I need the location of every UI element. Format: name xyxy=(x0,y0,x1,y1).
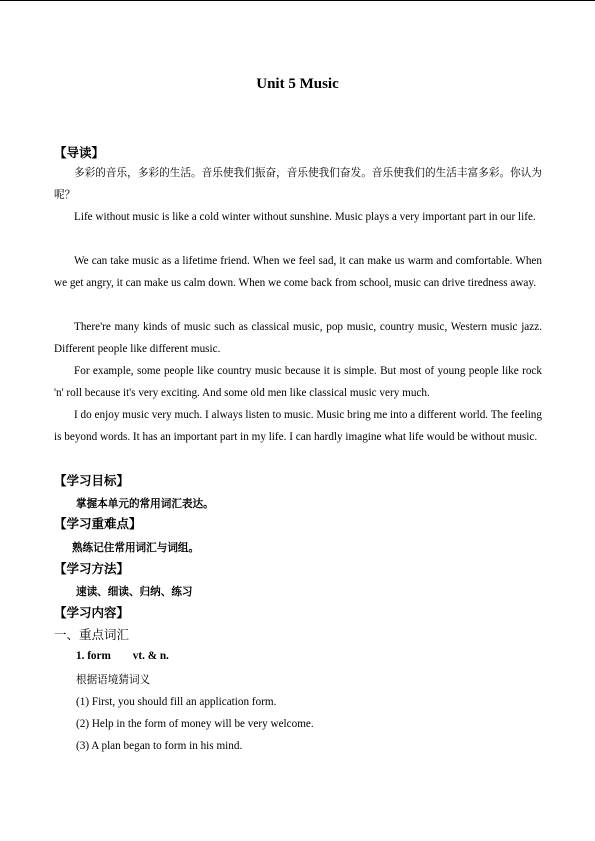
vocab-entry-form xyxy=(76,650,169,662)
goals-heading: 【学习目标】 xyxy=(54,473,130,488)
goals-text: 掌握本单元的常用词汇表达。 xyxy=(76,498,214,510)
methods-heading: 【学习方法】 xyxy=(54,561,130,576)
guide-paragraph-1: Life without music is like a cold winter without sunshine. Music plays a very important part in our life. xyxy=(74,211,536,223)
guide-heading: 【导读】 xyxy=(54,145,105,160)
vocab-pos: vt. & n. xyxy=(132,650,169,662)
vocab-instruction: 根据语境猜词义 xyxy=(76,674,151,686)
guide-paragraph-5: I do enjoy music very much. I always listen to music. Music bring me into a different world. The feeling is beyond words. It has an important part in my life. I can hardly imagine what life would be without music. xyxy=(54,409,542,443)
section-key-vocabulary: 一、重点词汇 xyxy=(54,627,130,642)
guide-paragraph-3: There're many kinds of music such as classical music, pop music, country music, Western music jazz. Different people like different music. xyxy=(54,321,542,355)
guide-paragraph-cn: 多彩的音乐，多彩的生活。音乐使我们振奋，音乐使我们奋发。音乐使我们的生活丰富多彩。你认为呢？ xyxy=(54,167,542,201)
guide-paragraph-2: We can take music as a lifetime friend. When we feel sad, it can make us warm and comfortable. When we get angry, it can make us calm down. When we come back from school, music can drive tiredness away. xyxy=(54,255,542,289)
page-title: Unit 5 Music xyxy=(256,76,339,92)
content-heading: 【学习内容】 xyxy=(54,605,130,620)
methods-text: 速读、细读、归纳、练习 xyxy=(76,586,193,598)
key-points-heading: 【学习重难点】 xyxy=(54,516,142,531)
example-sentence-2: (2) Help in the form of money will be very welcome. xyxy=(76,718,314,730)
key-points-text: 熟练记住常用词汇与词组。 xyxy=(72,542,200,554)
top-rule xyxy=(0,0,595,1)
vocab-word: 1. form xyxy=(76,650,111,662)
guide-paragraph-4: For example, some people like country music because it is simple. But most of young people like rock 'n' roll because it's very exciting. And some old men like classical music very much. xyxy=(54,365,542,399)
example-sentence-3: (3) A plan began to form in his mind. xyxy=(76,740,243,752)
example-sentence-1: (1) First, you should fill an application form. xyxy=(76,696,277,708)
